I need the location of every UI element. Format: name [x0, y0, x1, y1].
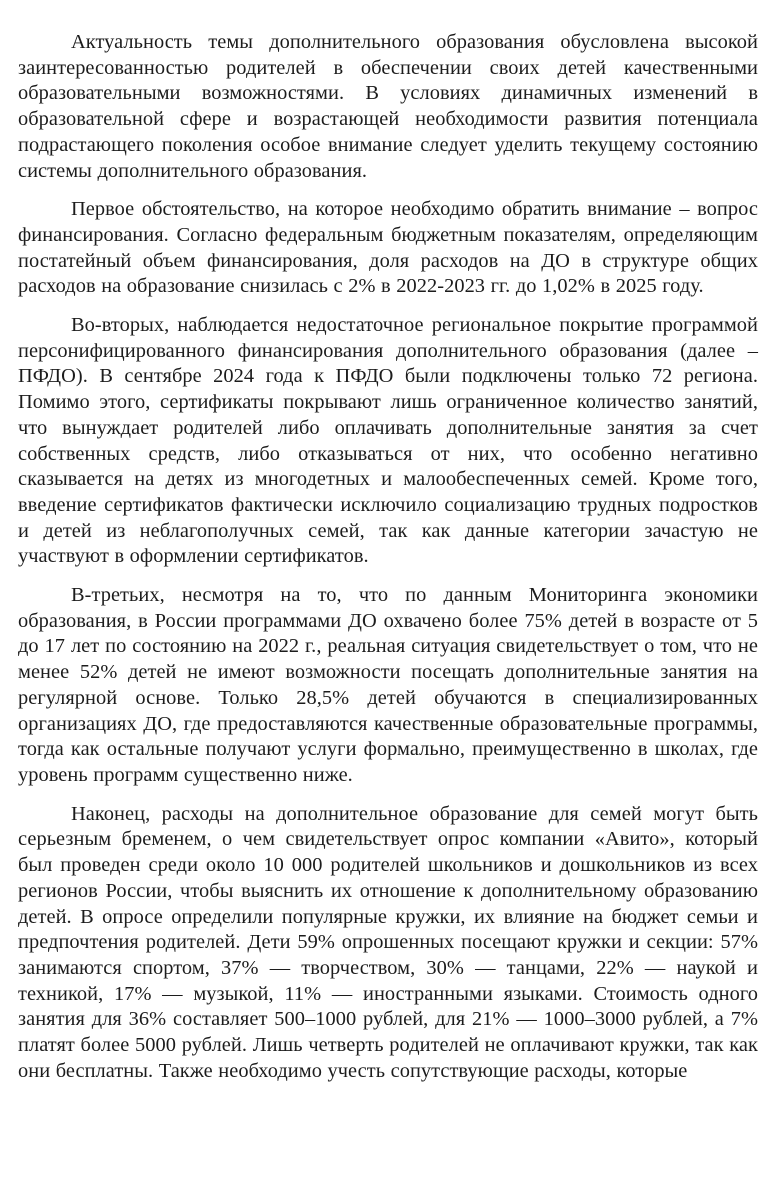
paragraph-regional-coverage: Во-вторых, наблюдается недостаточное региональное покрытие программой персонифицированного финансирования дополнительного образования (далее – ПФДО). В сентябре 2024 года к ПФДО были подключены только 72 региона. Помимо этого, сертификаты покрывают лишь ограниченное количество занятий, что вынуждает родителей либо оплачивать дополнительные занятия за счет собственных средств, либо отказываться от них, что особенно негативно сказывается на детях из многодетных и малообеспеченных семей. Кроме того, введение сертификатов фактически исключило социализацию трудных подростков и детей из неблагополучных семей, так как данные категории зачастую не участвуют в оформлении сертификатов. [18, 314, 758, 568]
document-page [18, 30, 758, 1097]
paragraph-family-expenses: Наконец, расходы на дополнительное образование для семей могут быть серьезным бременем, о чем свидетельствует опрос компании «Авито», который был проведен среди около 10 000 родителей школьников и дошкольников из всех регионов России, чтобы выяснить их отношение к дополнительному образованию детей. В опросе определили популярные кружки, их влияние на бюджет семьи и предпочтения родителей. Дети 59% опрошенных посещают кружки и секции: 57% занимаются спортом, 37% — творчеством, 30% — танцами, 22% — наукой и техникой, 17% — музыкой, 11% — иностранными языками. Стоимость одного занятия для 36% составляет 500–1000 рублей, для 21% — 1000–3000 рублей, а 7% платят более 5000 рублей. Лишь четверть родителей не оплачивают кружки, так как они бесплатны. Также необходимо учесть сопутствующие расходы, которые [18, 802, 758, 1082]
paragraph-financing: Первое обстоятельство, на которое необходимо обратить внимание – вопрос финансирования. Согласно федеральным бюджетным показателям, определяющим постатейный объем финансирования, доля расходов на ДО в структуре общих расходов на образование снизилась с 2% в 2022-2023 гг. до 1,02% в 2025 году. [18, 198, 758, 298]
paragraph-enrollment: В-третьих, несмотря на то, что по данным Мониторинга экономики образования, в России программами ДО охвачено более 75% детей в возрасте от 5 до 17 лет по состоянию на 2022 г., реальная ситуация свидетельствует о том, что не менее 52% детей не имеют возможности посещать дополнительные занятия на регулярной основе. Только 28,5% детей обучаются в специализированных организациях ДО, где предоставляются качественные образовательные программы, тогда как остальные получают услуги формально, преимущественно в школах, где уровень программ существенно ниже. [18, 584, 758, 786]
paragraph-relevance: Актуальность темы дополнительного образования обусловлена высокой заинтересованностью родителей в обеспечении своих детей качественными образовательными возможностями. В условиях динамичных изменений в образовательной сфере и возрастающей необходимости развития потенциала подрастающего поколения особое внимание следует уделить текущему состоянию системы дополнительного образования. [18, 31, 758, 182]
